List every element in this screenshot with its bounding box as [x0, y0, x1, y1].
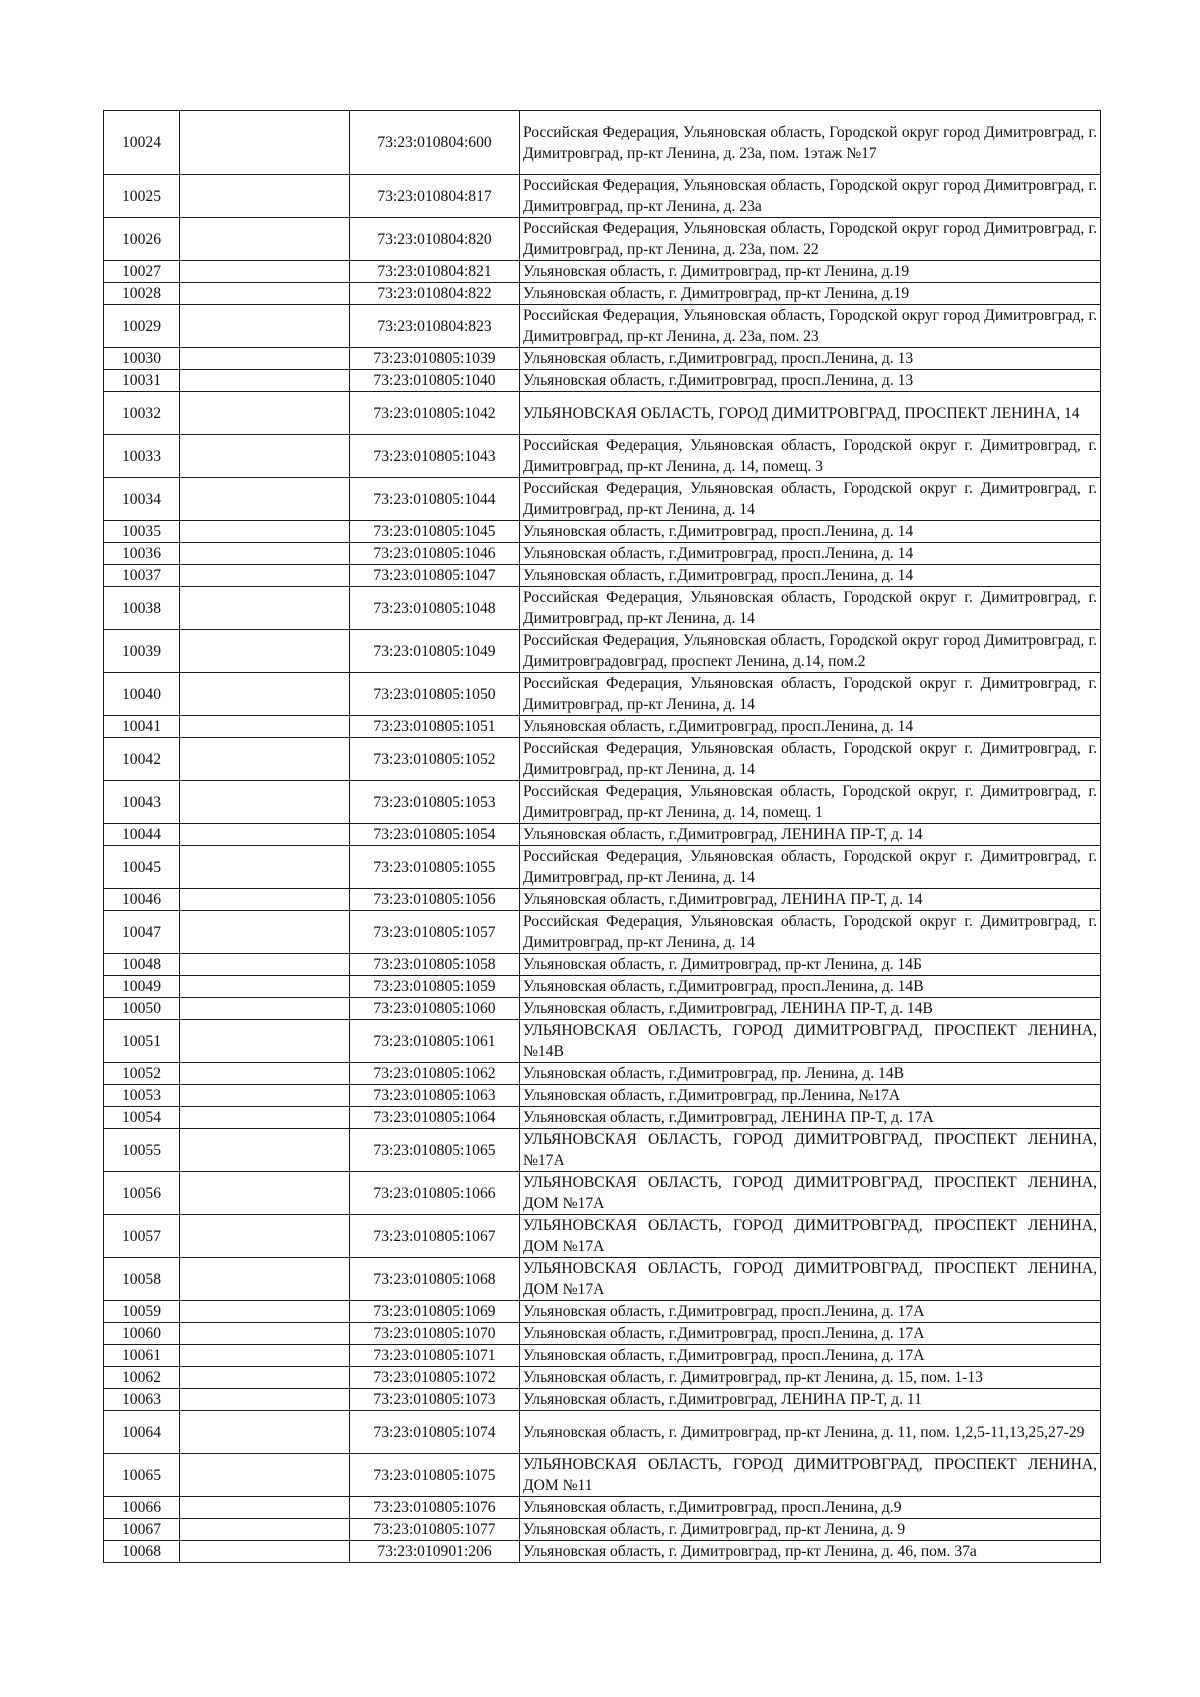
table-row — [104, 543, 1101, 565]
address-cell: Ульяновская область, г.Димитровград, просп.Ленина, д. 14В — [520, 976, 1101, 998]
address-cell: Ульяновская область, г. Димитровград, пр-кт Ленина, д.19 — [520, 283, 1101, 305]
address-cell: Ульяновская область, г.Димитровград, просп.Ленина, д. 13 — [520, 348, 1101, 370]
empty-cell — [180, 370, 350, 392]
row-number-cell: 10033 — [104, 435, 180, 478]
cadastral-number-cell: 73:23:010805:1043 — [350, 435, 520, 478]
row-number-cell: 10047 — [104, 911, 180, 954]
address-cell: УЛЬЯНОВСКАЯ ОБЛАСТЬ, ГОРОД ДИМИТРОВГРАД, ПРОСПЕКТ ЛЕНИНА, ДОМ №17А — [520, 1215, 1101, 1258]
address-cell: УЛЬЯНОВСКАЯ ОБЛАСТЬ, ГОРОД ДИМИТРОВГРАД, ПРОСПЕКТ ЛЕНИНА, ДОМ №17А — [520, 1258, 1101, 1301]
empty-cell — [180, 954, 350, 976]
cadastral-number-cell: 73:23:010805:1049 — [350, 630, 520, 673]
row-number-cell: 10064 — [104, 1411, 180, 1454]
row-number-cell: 10044 — [104, 824, 180, 846]
table-row — [104, 1367, 1101, 1389]
row-number-cell: 10030 — [104, 348, 180, 370]
table-row — [104, 846, 1101, 889]
address-cell: УЛЬЯНОВСКАЯ ОБЛАСТЬ, ГОРОД ДИМИТРОВГРАД, ПРОСПЕКТ ЛЕНИНА, 14 — [520, 392, 1101, 435]
address-cell: Ульяновская область, г. Димитровград, пр-кт Ленина, д. 15, пом. 1-13 — [520, 1367, 1101, 1389]
empty-cell — [180, 392, 350, 435]
row-number-cell: 10065 — [104, 1454, 180, 1497]
empty-cell — [180, 976, 350, 998]
cadastral-number-cell: 73:23:010805:1042 — [350, 392, 520, 435]
empty-cell — [180, 1215, 350, 1258]
row-number-cell: 10026 — [104, 218, 180, 261]
table-row — [104, 1454, 1101, 1497]
address-cell: Ульяновская область, г.Димитровград, ЛЕНИНА ПР-Т, д. 14 — [520, 824, 1101, 846]
cadastral-number-cell: 73:23:010805:1068 — [350, 1258, 520, 1301]
address-cell: Ульяновская область, г.Димитровград, просп.Ленина, д. 17А — [520, 1301, 1101, 1323]
row-number-cell: 10039 — [104, 630, 180, 673]
empty-cell — [180, 1519, 350, 1541]
address-cell: Ульяновская область, г. Димитровград, пр-кт Ленина, д. 14Б — [520, 954, 1101, 976]
empty-cell — [180, 218, 350, 261]
address-cell: Российская Федерация, Ульяновская область, Городской округ г. Димитровград, г. Димитровград, пр-кт Ленина, д. 14 — [520, 738, 1101, 781]
address-cell: Российская Федерация, Ульяновская область, Городской округ г. Димитровград, г. Димитровград, пр-кт Ленина, д. 14 — [520, 911, 1101, 954]
table-row — [104, 348, 1101, 370]
empty-cell — [180, 846, 350, 889]
address-cell: Ульяновская область, г. Димитровград, пр-кт Ленина, д.19 — [520, 261, 1101, 283]
cadastral-number-cell: 73:23:010805:1040 — [350, 370, 520, 392]
row-number-cell: 10036 — [104, 543, 180, 565]
empty-cell — [180, 1389, 350, 1411]
registry-table — [103, 110, 1101, 1563]
cadastral-number-cell: 73:23:010901:206 — [350, 1541, 520, 1563]
row-number-cell: 10057 — [104, 1215, 180, 1258]
cadastral-number-cell: 73:23:010805:1062 — [350, 1063, 520, 1085]
empty-cell — [180, 1323, 350, 1345]
row-number-cell: 10061 — [104, 1345, 180, 1367]
table-row — [104, 283, 1101, 305]
empty-cell — [180, 1085, 350, 1107]
address-cell: Ульяновская область, г. Димитровград, пр-кт Ленина, д. 9 — [520, 1519, 1101, 1541]
empty-cell — [180, 261, 350, 283]
row-number-cell: 10049 — [104, 976, 180, 998]
row-number-cell: 10050 — [104, 998, 180, 1020]
cadastral-number-cell: 73:23:010805:1054 — [350, 824, 520, 846]
cadastral-number-cell: 73:23:010805:1064 — [350, 1107, 520, 1129]
address-cell: Ульяновская область, г.Димитровград, просп.Ленина, д. 14 — [520, 521, 1101, 543]
cadastral-number-cell: 73:23:010805:1044 — [350, 478, 520, 521]
row-number-cell: 10046 — [104, 889, 180, 911]
empty-cell — [180, 630, 350, 673]
address-cell: Российская Федерация, Ульяновская область, Городской округ, г. Димитровград, г. Димитровград, пр-кт Ленина, д. 14, помещ. 1 — [520, 781, 1101, 824]
row-number-cell: 10027 — [104, 261, 180, 283]
cadastral-number-cell: 73:23:010805:1059 — [350, 976, 520, 998]
row-number-cell: 10035 — [104, 521, 180, 543]
address-cell: Ульяновская область, г.Димитровград, просп.Ленина, д. 14 — [520, 565, 1101, 587]
address-cell: Российская Федерация, Ульяновская область, Городской округ г. Димитровград, г. Димитровград, пр-кт Ленина, д. 14 — [520, 846, 1101, 889]
empty-cell — [180, 435, 350, 478]
empty-cell — [180, 1345, 350, 1367]
address-cell: Российская Федерация, Ульяновская область, Городской округ город Димитровград, г. Димитровград, пр-кт Ленина, д. 23а, пом. 23 — [520, 305, 1101, 348]
empty-cell — [180, 781, 350, 824]
cadastral-number-cell: 73:23:010805:1069 — [350, 1301, 520, 1323]
empty-cell — [180, 738, 350, 781]
cadastral-number-cell: 73:23:010805:1067 — [350, 1215, 520, 1258]
row-number-cell: 10040 — [104, 673, 180, 716]
cadastral-number-cell: 73:23:010805:1070 — [350, 1323, 520, 1345]
table-row — [104, 1129, 1101, 1172]
cadastral-number-cell: 73:23:010805:1060 — [350, 998, 520, 1020]
cadastral-number-cell: 73:23:010805:1046 — [350, 543, 520, 565]
cadastral-number-cell: 73:23:010804:821 — [350, 261, 520, 283]
empty-cell — [180, 998, 350, 1020]
table-row — [104, 738, 1101, 781]
cadastral-number-cell: 73:23:010805:1071 — [350, 1345, 520, 1367]
empty-cell — [180, 543, 350, 565]
address-cell: Ульяновская область, г.Димитровград, просп.Ленина, д. 14 — [520, 543, 1101, 565]
table-row — [104, 175, 1101, 218]
table-row — [104, 261, 1101, 283]
empty-cell — [180, 1107, 350, 1129]
empty-cell — [180, 1301, 350, 1323]
table-row — [104, 1497, 1101, 1519]
row-number-cell: 10038 — [104, 587, 180, 630]
table-row — [104, 1301, 1101, 1323]
table-row — [104, 1345, 1101, 1367]
table-row — [104, 673, 1101, 716]
row-number-cell: 10063 — [104, 1389, 180, 1411]
row-number-cell: 10028 — [104, 283, 180, 305]
address-cell: Ульяновская область, г.Димитровград, пр. Ленина, д. 14В — [520, 1063, 1101, 1085]
row-number-cell: 10045 — [104, 846, 180, 889]
address-cell: Ульяновская область, г.Димитровград, просп.Ленина, д. 14 — [520, 716, 1101, 738]
address-cell: Ульяновская область, г. Димитровград, пр-кт Ленина, д. 46, пом. 37а — [520, 1541, 1101, 1563]
empty-cell — [180, 1497, 350, 1519]
address-cell: Ульяновская область, г.Димитровград, просп.Ленина, д. 17А — [520, 1345, 1101, 1367]
address-cell: Ульяновская область, г.Димитровград, просп.Ленина, д. 17А — [520, 1323, 1101, 1345]
address-cell: УЛЬЯНОВСКАЯ ОБЛАСТЬ, ГОРОД ДИМИТРОВГРАД, ПРОСПЕКТ ЛЕНИНА, ДОМ №11 — [520, 1454, 1101, 1497]
cadastral-number-cell: 73:23:010805:1065 — [350, 1129, 520, 1172]
address-cell: Российская Федерация, Ульяновская область, Городской округ город Димитровград, г. Димитровградовград, проспект Ленина, д.14, пом.2 — [520, 630, 1101, 673]
cadastral-number-cell: 73:23:010805:1076 — [350, 1497, 520, 1519]
cadastral-number-cell: 73:23:010804:820 — [350, 218, 520, 261]
address-cell: УЛЬЯНОВСКАЯ ОБЛАСТЬ, ГОРОД ДИМИТРОВГРАД, ПРОСПЕКТ ЛЕНИНА, №14В — [520, 1020, 1101, 1063]
empty-cell — [180, 305, 350, 348]
empty-cell — [180, 1454, 350, 1497]
empty-cell — [180, 824, 350, 846]
table-row — [104, 392, 1101, 435]
address-cell: Российская Федерация, Ульяновская область, Городской округ город Димитровград, г. Димитровград, пр-кт Ленина, д. 23а — [520, 175, 1101, 218]
table-row — [104, 1389, 1101, 1411]
table-row — [104, 305, 1101, 348]
table-row — [104, 521, 1101, 543]
cadastral-number-cell: 73:23:010805:1050 — [350, 673, 520, 716]
cadastral-number-cell: 73:23:010805:1039 — [350, 348, 520, 370]
table-row — [104, 587, 1101, 630]
row-number-cell: 10058 — [104, 1258, 180, 1301]
row-number-cell: 10066 — [104, 1497, 180, 1519]
empty-cell — [180, 283, 350, 305]
table-row — [104, 954, 1101, 976]
cadastral-number-cell: 73:23:010805:1057 — [350, 911, 520, 954]
table-row — [104, 716, 1101, 738]
empty-cell — [180, 1367, 350, 1389]
empty-cell — [180, 1411, 350, 1454]
cadastral-number-cell: 73:23:010805:1056 — [350, 889, 520, 911]
empty-cell — [180, 889, 350, 911]
empty-cell — [180, 587, 350, 630]
cadastral-number-cell: 73:23:010805:1058 — [350, 954, 520, 976]
cadastral-number-cell: 73:23:010804:600 — [350, 111, 520, 175]
registry-table-body — [104, 111, 1101, 1563]
cadastral-number-cell: 73:23:010805:1045 — [350, 521, 520, 543]
cadastral-number-cell: 73:23:010805:1055 — [350, 846, 520, 889]
address-cell: Российская Федерация, Ульяновская область, Городской округ г. Димитровград, г. Димитровград, пр-кт Ленина, д. 14 — [520, 478, 1101, 521]
cadastral-number-cell: 73:23:010805:1063 — [350, 1085, 520, 1107]
empty-cell — [180, 1258, 350, 1301]
address-cell: Ульяновская область, г.Димитровград, ЛЕНИНА ПР-Т, д. 11 — [520, 1389, 1101, 1411]
cadastral-number-cell: 73:23:010805:1072 — [350, 1367, 520, 1389]
row-number-cell: 10062 — [104, 1367, 180, 1389]
table-row — [104, 630, 1101, 673]
row-number-cell: 10067 — [104, 1519, 180, 1541]
empty-cell — [180, 1541, 350, 1563]
empty-cell — [180, 1063, 350, 1085]
address-cell: УЛЬЯНОВСКАЯ ОБЛАСТЬ, ГОРОД ДИМИТРОВГРАД, ПРОСПЕКТ ЛЕНИНА, №17А — [520, 1129, 1101, 1172]
table-row — [104, 1172, 1101, 1215]
cadastral-number-cell: 73:23:010805:1053 — [350, 781, 520, 824]
table-row — [104, 1020, 1101, 1063]
cadastral-number-cell: 73:23:010804:823 — [350, 305, 520, 348]
empty-cell — [180, 348, 350, 370]
empty-cell — [180, 716, 350, 738]
row-number-cell: 10060 — [104, 1323, 180, 1345]
row-number-cell: 10053 — [104, 1085, 180, 1107]
row-number-cell: 10025 — [104, 175, 180, 218]
address-cell: Российская Федерация, Ульяновская область, Городской округ г. Димитровград, г. Димитровград, пр-кт Ленина, д. 14, помещ. 3 — [520, 435, 1101, 478]
address-cell: Ульяновская область, г.Димитровград, просп.Ленина, д.9 — [520, 1497, 1101, 1519]
row-number-cell: 10024 — [104, 111, 180, 175]
empty-cell — [180, 175, 350, 218]
cadastral-number-cell: 73:23:010805:1073 — [350, 1389, 520, 1411]
cadastral-number-cell: 73:23:010805:1074 — [350, 1411, 520, 1454]
table-row — [104, 1215, 1101, 1258]
cadastral-number-cell: 73:23:010804:817 — [350, 175, 520, 218]
cadastral-number-cell: 73:23:010805:1052 — [350, 738, 520, 781]
cadastral-number-cell: 73:23:010805:1075 — [350, 1454, 520, 1497]
table-row — [104, 111, 1101, 175]
table-row — [104, 478, 1101, 521]
table-row — [104, 370, 1101, 392]
table-row — [104, 1085, 1101, 1107]
row-number-cell: 10032 — [104, 392, 180, 435]
cadastral-number-cell: 73:23:010805:1048 — [350, 587, 520, 630]
table-row — [104, 1323, 1101, 1345]
empty-cell — [180, 1172, 350, 1215]
table-row — [104, 1258, 1101, 1301]
table-row — [104, 1107, 1101, 1129]
table-row — [104, 1541, 1101, 1563]
empty-cell — [180, 1129, 350, 1172]
row-number-cell: 10054 — [104, 1107, 180, 1129]
row-number-cell: 10034 — [104, 478, 180, 521]
empty-cell — [180, 1020, 350, 1063]
cadastral-number-cell: 73:23:010805:1051 — [350, 716, 520, 738]
table-row — [104, 435, 1101, 478]
row-number-cell: 10042 — [104, 738, 180, 781]
row-number-cell: 10056 — [104, 1172, 180, 1215]
empty-cell — [180, 111, 350, 175]
table-row — [104, 824, 1101, 846]
row-number-cell: 10055 — [104, 1129, 180, 1172]
row-number-cell: 10031 — [104, 370, 180, 392]
cadastral-number-cell: 73:23:010805:1077 — [350, 1519, 520, 1541]
table-row — [104, 998, 1101, 1020]
table-row — [104, 889, 1101, 911]
row-number-cell: 10068 — [104, 1541, 180, 1563]
table-row — [104, 1411, 1101, 1454]
address-cell: Российская Федерация, Ульяновская область, Городской округ г. Димитровград, г. Димитровград, пр-кт Ленина, д. 14 — [520, 587, 1101, 630]
table-row — [104, 781, 1101, 824]
address-cell: Ульяновская область, г.Димитровград, просп.Ленина, д. 13 — [520, 370, 1101, 392]
row-number-cell: 10048 — [104, 954, 180, 976]
table-row — [104, 218, 1101, 261]
row-number-cell: 10037 — [104, 565, 180, 587]
row-number-cell: 10043 — [104, 781, 180, 824]
table-row — [104, 1519, 1101, 1541]
address-cell: Ульяновская область, г.Димитровград, ЛЕНИНА ПР-Т, д. 17А — [520, 1107, 1101, 1129]
table-row — [104, 976, 1101, 998]
cadastral-number-cell: 73:23:010804:822 — [350, 283, 520, 305]
cadastral-number-cell: 73:23:010805:1061 — [350, 1020, 520, 1063]
empty-cell — [180, 521, 350, 543]
row-number-cell: 10051 — [104, 1020, 180, 1063]
address-cell: УЛЬЯНОВСКАЯ ОБЛАСТЬ, ГОРОД ДИМИТРОВГРАД, ПРОСПЕКТ ЛЕНИНА, ДОМ №17А — [520, 1172, 1101, 1215]
address-cell: Ульяновская область, г.Димитровград, ЛЕНИНА ПР-Т, д. 14 — [520, 889, 1101, 911]
table-row — [104, 565, 1101, 587]
row-number-cell: 10059 — [104, 1301, 180, 1323]
row-number-cell: 10052 — [104, 1063, 180, 1085]
empty-cell — [180, 911, 350, 954]
cadastral-number-cell: 73:23:010805:1047 — [350, 565, 520, 587]
empty-cell — [180, 673, 350, 716]
empty-cell — [180, 478, 350, 521]
table-row — [104, 911, 1101, 954]
row-number-cell: 10029 — [104, 305, 180, 348]
table-row — [104, 1063, 1101, 1085]
row-number-cell: 10041 — [104, 716, 180, 738]
empty-cell — [180, 565, 350, 587]
address-cell: Российская Федерация, Ульяновская область, Городской округ г. Димитровград, г. Димитровград, пр-кт Ленина, д. 14 — [520, 673, 1101, 716]
cadastral-number-cell: 73:23:010805:1066 — [350, 1172, 520, 1215]
address-cell: Ульяновская область, г. Димитровград, пр-кт Ленина, д. 11, пом. 1,2,5-11,13,25,27-29 — [520, 1411, 1101, 1454]
address-cell: Российская Федерация, Ульяновская область, Городской округ город Димитровград, г. Димитровград, пр-кт Ленина, д. 23а, пом. 22 — [520, 218, 1101, 261]
address-cell: Ульяновская область, г.Димитровград, пр.Ленина, №17А — [520, 1085, 1101, 1107]
address-cell: Ульяновская область, г.Димитровград, ЛЕНИНА ПР-Т, д. 14В — [520, 998, 1101, 1020]
address-cell: Российская Федерация, Ульяновская область, Городской округ город Димитровград, г. Димитровград, пр-кт Ленина, д. 23а, пом. 1этаж №17 — [520, 111, 1101, 175]
